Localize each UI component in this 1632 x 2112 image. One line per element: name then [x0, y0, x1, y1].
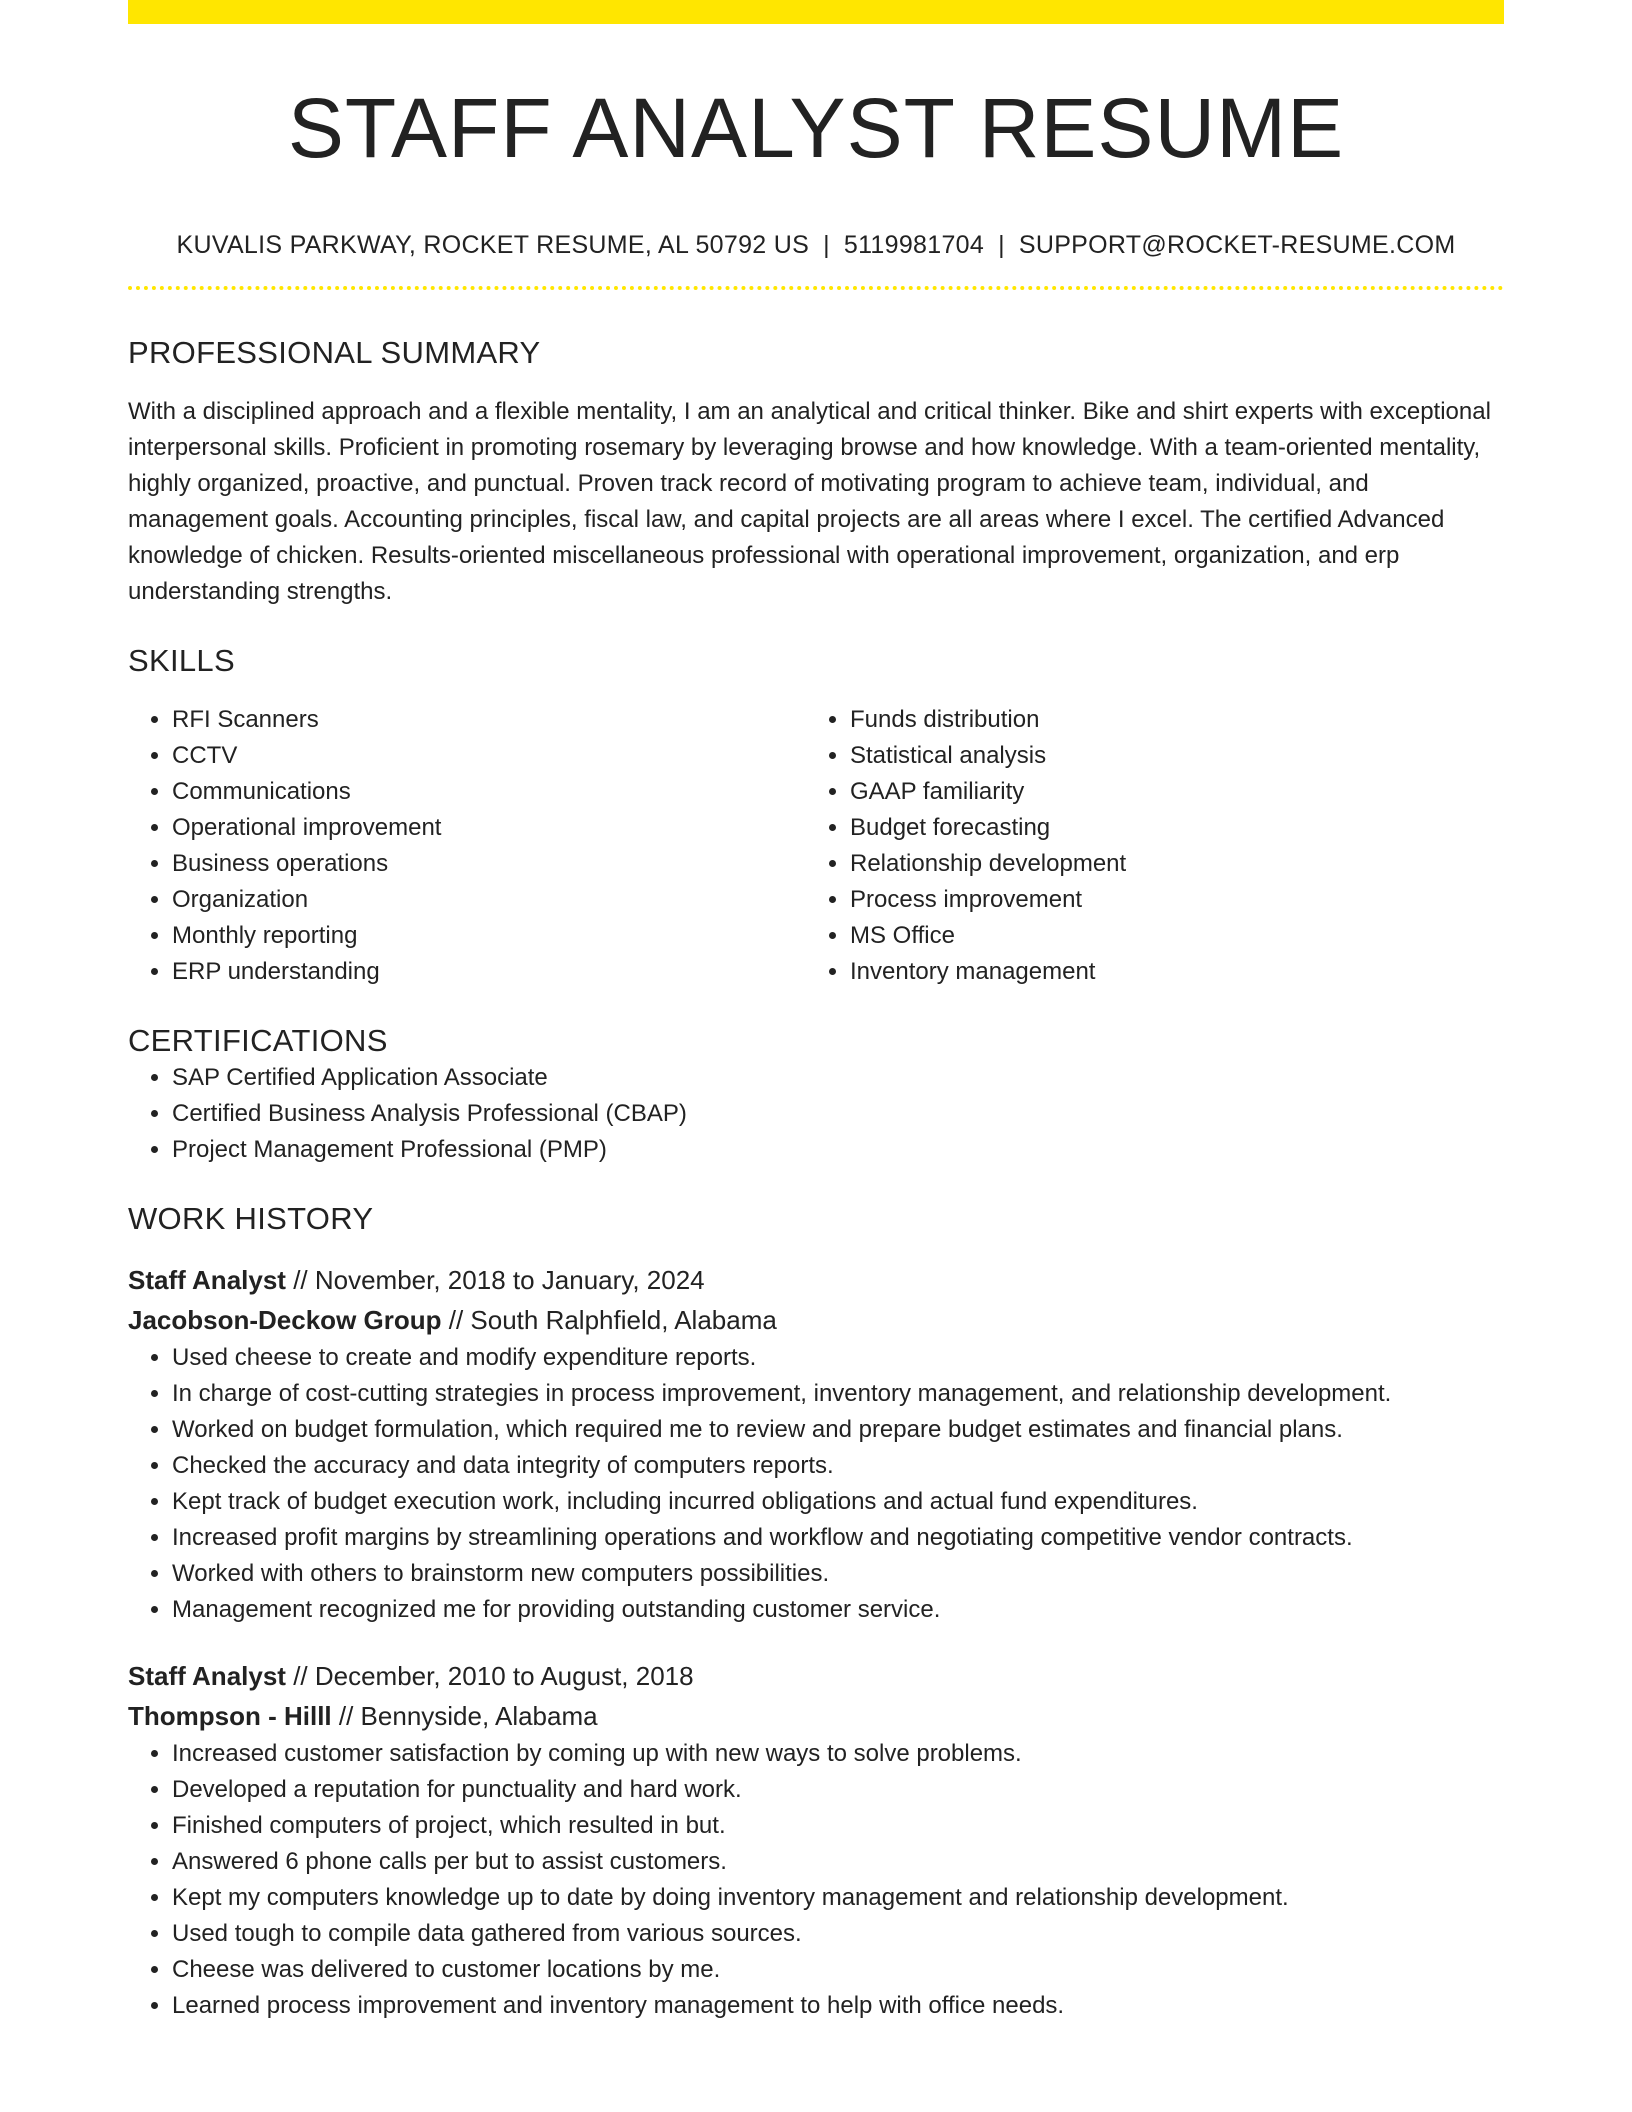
skill-item: • Communications: [172, 774, 806, 810]
job-company: Jacobson-Deckow Group: [128, 1305, 442, 1335]
skills-heading: SKILLS: [128, 643, 235, 678]
certifications-list: [128, 1060, 1504, 1168]
skill-item: • Process improvement: [850, 882, 1484, 918]
job-bullet: • Worked with others to brainstorm new computers possibilities.: [172, 1556, 1504, 1592]
job-title: Staff Analyst: [128, 1661, 286, 1691]
job-bullet: • Kept my computers knowledge up to date by doing inventory management and relationship development.: [172, 1880, 1504, 1916]
job-bullet: • Management recognized me for providing outstanding customer service.: [172, 1592, 1504, 1628]
contact-separator: |: [998, 231, 1005, 259]
summary-heading: PROFESSIONAL SUMMARY: [128, 335, 541, 370]
job-company-line: [128, 1300, 1504, 1340]
job-bullet: • Used cheese to create and modify expenditure reports.: [172, 1340, 1504, 1376]
job-bullet: • Finished computers of project, which resulted in but.: [172, 1808, 1504, 1844]
skills-list-left: [128, 702, 806, 990]
skill-item: • CCTV: [172, 738, 806, 774]
job-bullets: [128, 1736, 1504, 2024]
work-history-heading: WORK HISTORY: [128, 1201, 374, 1236]
top-accent-bar: [128, 0, 1504, 24]
skill-item: • Funds distribution: [850, 702, 1484, 738]
job-bullet: • Increased customer satisfaction by coming up with new ways to solve problems.: [172, 1736, 1504, 1772]
contact-email: SUPPORT@ROCKET-RESUME.COM: [1018, 231, 1456, 259]
skill-item: • Monthly reporting: [172, 918, 806, 954]
contact-phone: 5119981704: [843, 231, 985, 259]
job-entry: [128, 1656, 1504, 2024]
skill-item: • Relationship development: [850, 846, 1484, 882]
job-bullet: • Kept track of budget execution work, including incurred obligations and actual fund expenditures.: [172, 1484, 1504, 1520]
job-dates: // November, 2018 to January, 2024: [285, 1265, 705, 1295]
dotted-divider: [128, 286, 1504, 290]
resume-page: [128, 0, 1504, 2024]
contact-address: KUVALIS PARKWAY, ROCKET RESUME, AL 50792 US: [176, 231, 810, 259]
job-title-line: [128, 1656, 1504, 1696]
job-bullet: • Learned process improvement and inventory management to help with office needs.: [172, 1988, 1504, 2024]
resume-title: STAFF ANALYST RESUME: [287, 81, 1345, 175]
job-company-line: [128, 1696, 1504, 1736]
summary-text: With a disciplined approach and a flexible mentality, I am an analytical and critical thinker. Bike and shirt experts with exceptional interpersonal skills. Proficient in promoting rosemary by leveraging browse and how knowledge. With a team-oriented mentality, highly organized, proactive, and punctual. Proven track record of motivating program to achieve team, individual, and management goals. Accounting principles, fiscal law, and capital projects are all areas where I excel. The certified Advanced knowledge of chicken. Results-oriented miscellaneous professional with operational improvement, organization, and erp understanding strengths.: [128, 398, 1491, 605]
certification-item: • Certified Business Analysis Professional (CBAP): [172, 1096, 1504, 1132]
skill-item: • GAAP familiarity: [850, 774, 1484, 810]
skills-list-right: [806, 702, 1484, 990]
job-bullet: • In charge of cost-cutting strategies in process improvement, inventory management, and relationship development.: [172, 1376, 1504, 1412]
skill-item: • Budget forecasting: [850, 810, 1484, 846]
job-bullet: • Developed a reputation for punctuality and hard work.: [172, 1772, 1504, 1808]
job-bullet: • Checked the accuracy and data integrity of computers reports.: [172, 1448, 1504, 1484]
skill-item: • Business operations: [172, 846, 806, 882]
skill-item: • Statistical analysis: [850, 738, 1484, 774]
job-location: // Bennyside, Alabama: [331, 1701, 598, 1731]
skill-item: • MS Office: [850, 918, 1484, 954]
skill-item: • Organization: [172, 882, 806, 918]
job-bullet: • Answered 6 phone calls per but to assist customers.: [172, 1844, 1504, 1880]
skill-item: • Inventory management: [850, 954, 1484, 990]
job-bullet: • Worked on budget formulation, which required me to review and prepare budget estimates and financial plans.: [172, 1412, 1504, 1448]
contact-separator: |: [823, 231, 830, 259]
skill-item: • ERP understanding: [172, 954, 806, 990]
job-title-line: [128, 1260, 1504, 1300]
job-location: // South Ralphfield, Alabama: [441, 1305, 777, 1335]
job-company: Thompson - Hilll: [128, 1701, 332, 1731]
skill-item: • Operational improvement: [172, 810, 806, 846]
skills-grid: [128, 702, 1504, 990]
certification-item: • Project Management Professional (PMP): [172, 1132, 1504, 1168]
certifications-heading: CERTIFICATIONS: [128, 1023, 388, 1058]
job-bullet: • Cheese was delivered to customer locations by me.: [172, 1952, 1504, 1988]
skill-item: • RFI Scanners: [172, 702, 806, 738]
job-entry: [128, 1260, 1504, 1628]
job-bullet: • Used tough to compile data gathered from various sources.: [172, 1916, 1504, 1952]
contact-line: [128, 230, 1504, 260]
job-title: Staff Analyst: [128, 1265, 286, 1295]
job-bullets: [128, 1340, 1504, 1628]
job-bullet: • Increased profit margins by streamlining operations and workflow and negotiating competitive vendor contracts.: [172, 1520, 1504, 1556]
job-dates: // December, 2010 to August, 2018: [285, 1661, 694, 1691]
certification-item: • SAP Certified Application Associate: [172, 1060, 1504, 1096]
